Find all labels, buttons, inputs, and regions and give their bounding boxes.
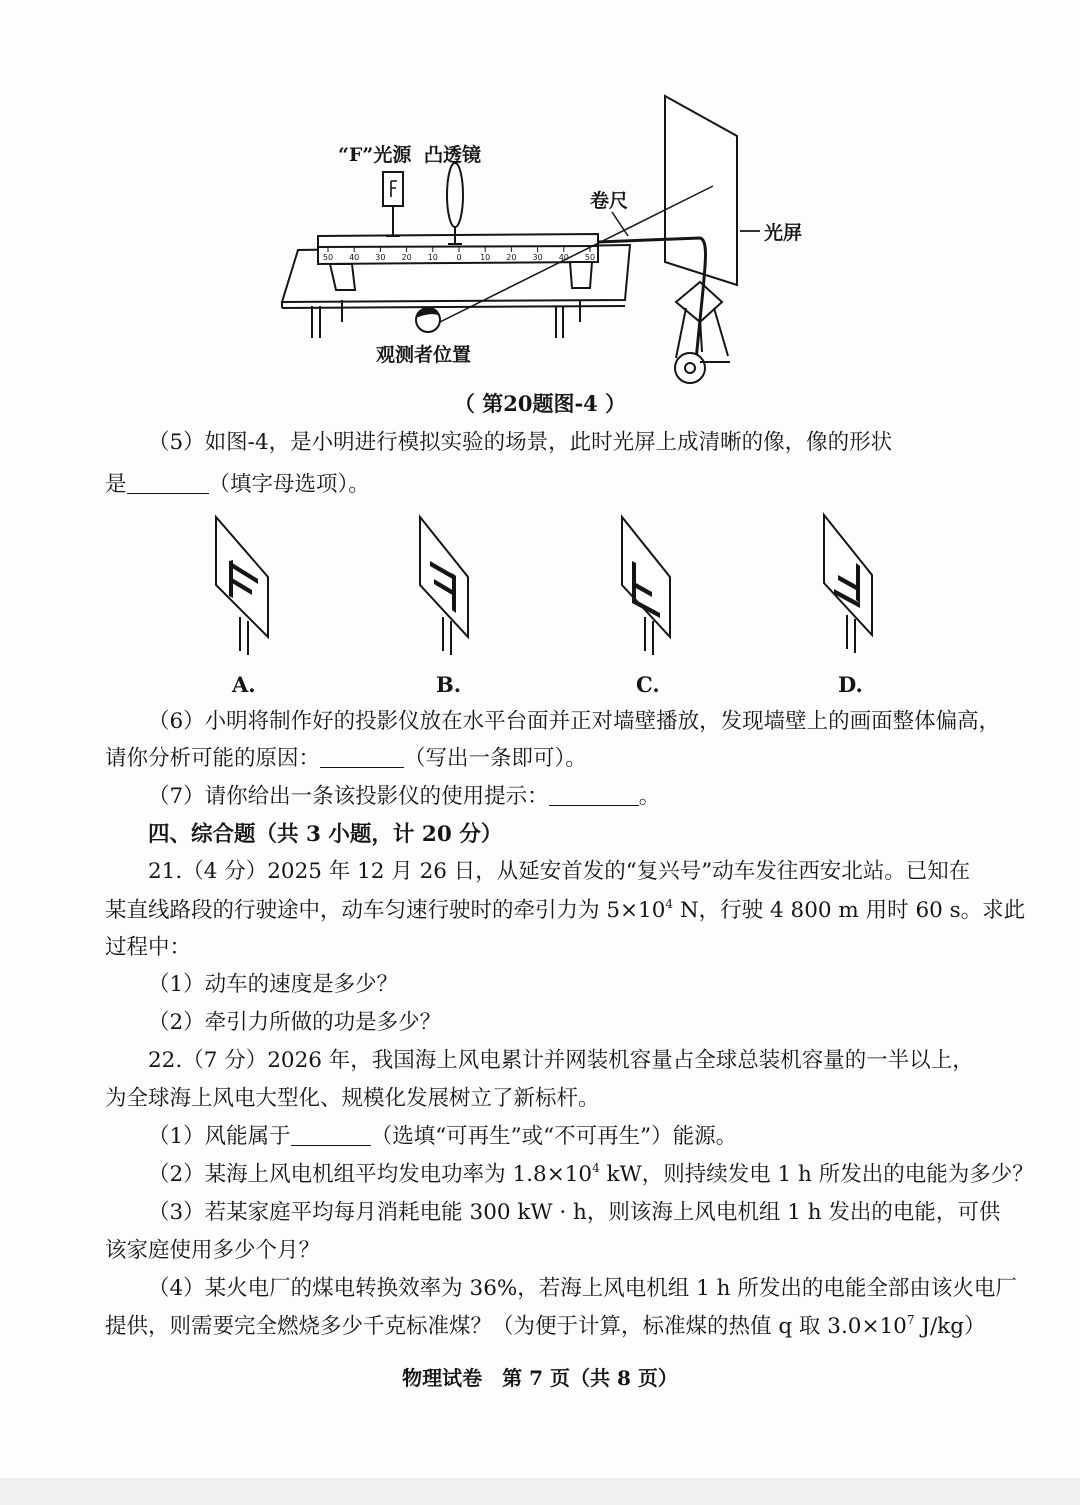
q22-sub2: [148, 1160, 1048, 1190]
section-4-title: 四、综合题（共 3 小题，计 20 分）: [148, 822, 503, 847]
ruler-tick-label: 10: [427, 253, 438, 262]
q22-sub2-exponent: 4: [592, 1161, 600, 1175]
q22-line2: 为全球海上风电大型化、规模化发展树立了新标杆。: [105, 1086, 600, 1111]
q22-sub1: [148, 1122, 1048, 1152]
q22-sub3-line1: （3）若某家庭平均每月消耗电能 300 kW · h，则该海上风电机组 1 h 发出的电能，可供: [148, 1200, 1001, 1225]
experiment-figure: [0, 0, 1080, 430]
q20-7-suffix: 。: [638, 784, 661, 809]
q20-5-line2: [105, 470, 1005, 500]
option-c-sign: [622, 517, 670, 655]
q22-sub4-line2: [105, 1312, 1005, 1342]
q22-sub3-line2: 该家庭使用多少个月？: [105, 1238, 321, 1263]
option-signs: [0, 505, 1080, 670]
ruler-tick-label: 10: [480, 253, 491, 262]
q20-6-suffix: （写出一条即可）。: [404, 746, 587, 771]
answer-blank-q20-6[interactable]: [320, 745, 404, 768]
q20-6-line2: [105, 744, 1005, 774]
q20-6-line1: （6）小明将制作好的投影仪放在水平台面并正对墙壁播放，发现墙壁上的画面整体偏高，: [148, 709, 1001, 734]
option-a-label: A.: [232, 672, 256, 697]
option-c-label: C.: [636, 672, 660, 697]
option-d-label: D.: [838, 672, 863, 697]
q22-sub2-b: kW，则持续发电 1 h 所发出的电能为多少？: [599, 1162, 1034, 1187]
figure-caption: （ 第20题图-4 ）: [453, 391, 627, 416]
ruler-tick-label: 40: [349, 253, 360, 262]
q20-6-prefix: 请你分析可能的原因：: [105, 746, 321, 771]
ruler-tick-label: 20: [401, 253, 412, 262]
q22-sub2-a: （2）某海上风电机组平均发电功率为 1.8×10: [148, 1162, 593, 1187]
q20-5-line1: （5）如图-4，是小明进行模拟实验的场景，此时光屏上成清晰的像，像的形状: [148, 430, 893, 455]
q21-line1: 21.（4 分）2025 年 12 月 26 日，从延安首发的“复兴号”动车发往西安北站。已知在: [148, 859, 971, 884]
ruler-tick-label: 0: [456, 253, 462, 262]
q22-sub4-line2-a: 提供，则需要完全燃烧多少千克标准煤？（为便于计算，标准煤的热值 q 取 3.0×10: [105, 1314, 907, 1339]
option-a-sign: [216, 517, 268, 655]
q22-line1: 22.（7 分）2026 年，我国海上风电累计并网装机容量占全球总装机容量的一半以上，: [148, 1048, 974, 1073]
q20-7-line: [148, 782, 1048, 812]
ruler-tick-label: 30: [375, 253, 386, 262]
convex-lens: [447, 163, 463, 227]
q22-sub4-exponent: 7: [906, 1313, 915, 1327]
ruler-tick-label: 50: [322, 253, 334, 262]
f-light-source: [383, 172, 403, 206]
q20-7-prefix: （7）请你给出一条该投影仪的使用提示：: [148, 784, 549, 809]
q22-sub4-line2-b: J/kg）: [914, 1314, 986, 1339]
option-d-sign: [824, 515, 872, 653]
answer-blank-q20-5[interactable]: [127, 471, 209, 494]
answer-blank-q22-1[interactable]: [291, 1123, 371, 1146]
label-observer: 观测者位置: [376, 344, 472, 366]
page-footer: 物理试卷 第 7 页（共 8 页）: [402, 1366, 678, 1390]
q20-5-prefix: 是: [105, 472, 127, 497]
q21-sub1: （1）动车的速度是多少？: [148, 972, 399, 997]
bottom-edge: [0, 1478, 1080, 1505]
q21-sub2: （2）牵引力所做的功是多少？: [148, 1010, 442, 1035]
q21-line3: 过程中：: [105, 935, 192, 960]
q22-sub4-line1: （4）某火电厂的煤电转换效率为 36%，若海上风电机组 1 h 所发出的电能全部由该火电厂: [148, 1276, 1017, 1301]
q20-5-suffix: （填字母选项）。: [208, 472, 370, 497]
q21-line2-b: N，行驶 4 800 m 用时 60 s。求此: [673, 898, 1026, 923]
tape-reel: [675, 353, 705, 383]
q22-sub1-prefix: （1）风能属于: [148, 1124, 291, 1149]
ruler-tick-label: 40: [558, 253, 569, 262]
answer-blank-q20-7[interactable]: [549, 783, 639, 806]
ruler-tick-label: 50: [584, 253, 596, 262]
option-b-label: B.: [436, 672, 462, 697]
q22-sub1-suffix: （选填“可再生”或“不可再生”）能源。: [370, 1124, 738, 1149]
label-lens: 凸透镜: [423, 144, 481, 166]
label-tape: 卷尺: [590, 190, 629, 212]
q21-line2: [105, 896, 1026, 926]
ruler-tick-label: 20: [506, 253, 517, 262]
label-screen: 光屏: [764, 222, 803, 244]
experiment-illustration: [0, 0, 1080, 390]
option-b-sign: [420, 517, 468, 655]
q21-exponent: 4: [665, 897, 674, 911]
light-screen: [665, 96, 737, 285]
label-light-source: “F”光源: [338, 144, 412, 166]
q21-line2-a: 某直线路段的行驶途中，动车匀速行驶时的牵引力为 5×10: [105, 898, 666, 923]
ruler-tick-label: 30: [532, 253, 543, 262]
